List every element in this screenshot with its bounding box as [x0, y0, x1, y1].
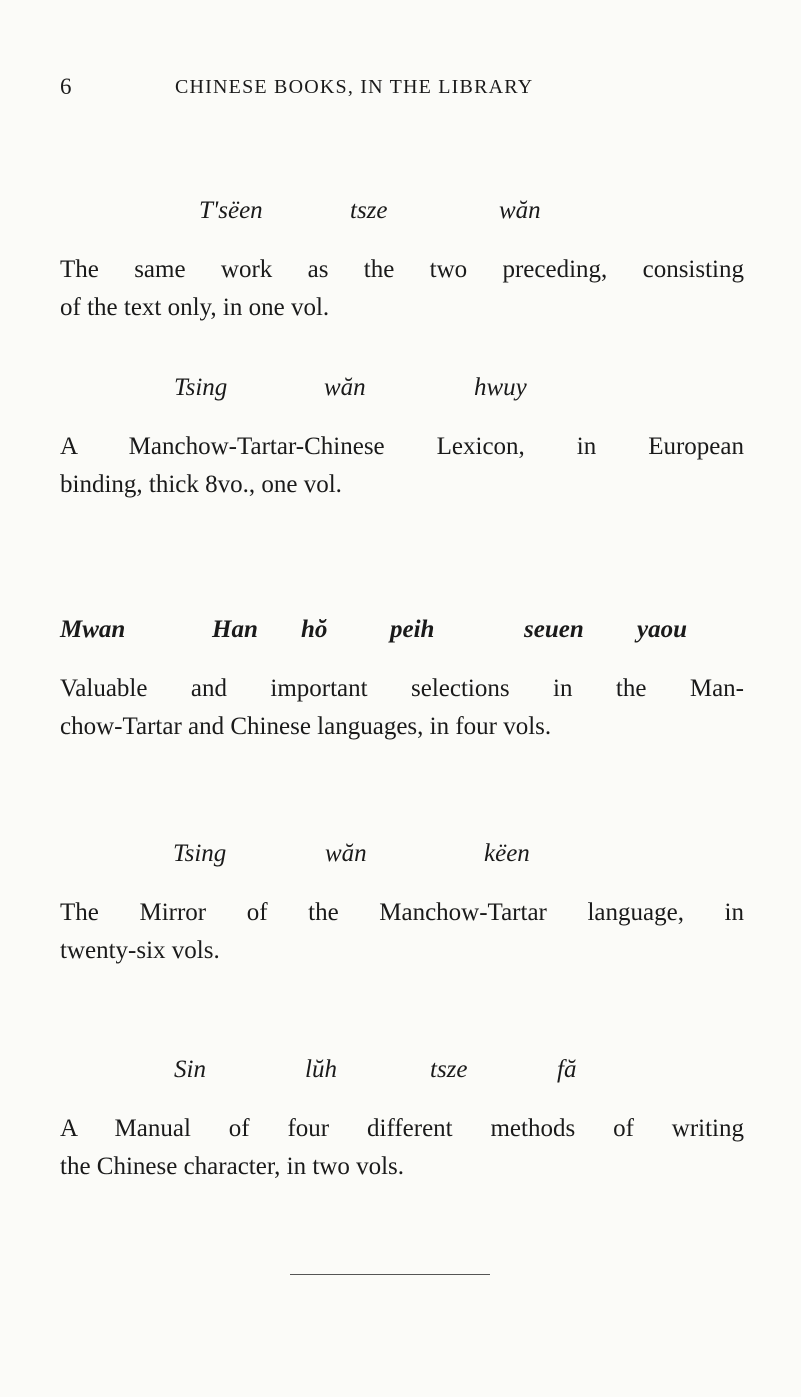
title-word: yaou: [637, 616, 687, 643]
title-word: wăn: [499, 197, 541, 224]
description-line: the Chinese character, in two vols.: [60, 1153, 405, 1180]
title-word: Tsing: [173, 840, 227, 867]
title-word: Tsing: [174, 374, 228, 401]
book-entry: [60, 197, 744, 327]
entry-title: [60, 374, 744, 414]
book-entry: [60, 616, 744, 746]
title-word: Mwan: [60, 616, 126, 643]
title-word: këen: [484, 840, 530, 867]
title-word: seuen: [524, 616, 584, 643]
book-entry: [60, 1056, 744, 1186]
entry-description: [60, 1110, 744, 1186]
title-word: hwuy: [474, 374, 527, 401]
title-word: peih: [390, 616, 435, 643]
description-line: binding, thick 8vo., one vol.: [60, 471, 342, 498]
title-word: tsze: [350, 197, 388, 224]
title-word: tsze: [430, 1056, 468, 1083]
description-line: The Mirror of the Manchow-Tartar language, in: [60, 899, 744, 926]
entry-description: [60, 894, 744, 970]
title-word: wăn: [324, 374, 366, 401]
description-line: A Manual of four different methods of writing: [60, 1115, 744, 1142]
description-line: A Manchow-Tartar-Chinese Lexicon, in European: [60, 433, 744, 460]
book-entry: [60, 374, 744, 504]
running-head: CHINESE BOOKS, IN THE LIBRARY: [175, 76, 534, 98]
title-word: lŭh: [305, 1056, 337, 1083]
title-word: hŏ: [301, 616, 328, 643]
entry-title: [60, 840, 744, 880]
page-header: [60, 74, 740, 104]
title-word: fă: [557, 1056, 577, 1083]
entry-description: [60, 428, 744, 504]
description-line: twenty-six vols.: [60, 937, 220, 964]
entry-title: [60, 197, 744, 237]
book-entry: [60, 840, 744, 970]
title-word: Han: [212, 616, 258, 643]
closing-rule: [290, 1274, 490, 1275]
entry-title: [60, 1056, 744, 1096]
title-word: T'sëen: [199, 197, 263, 224]
description-line: Valuable and important selections in the Man-: [60, 675, 744, 702]
entry-description: [60, 251, 744, 327]
description-line: The same work as the two preceding, consisting: [60, 256, 744, 283]
page-number: 6: [60, 74, 72, 99]
entry-description: [60, 670, 744, 746]
title-word: wăn: [325, 840, 367, 867]
title-word: Sin: [174, 1056, 206, 1083]
entry-title: [60, 616, 744, 656]
description-line: of the text only, in one vol.: [60, 294, 330, 321]
description-line: chow-Tartar and Chinese languages, in four vols.: [60, 713, 552, 740]
